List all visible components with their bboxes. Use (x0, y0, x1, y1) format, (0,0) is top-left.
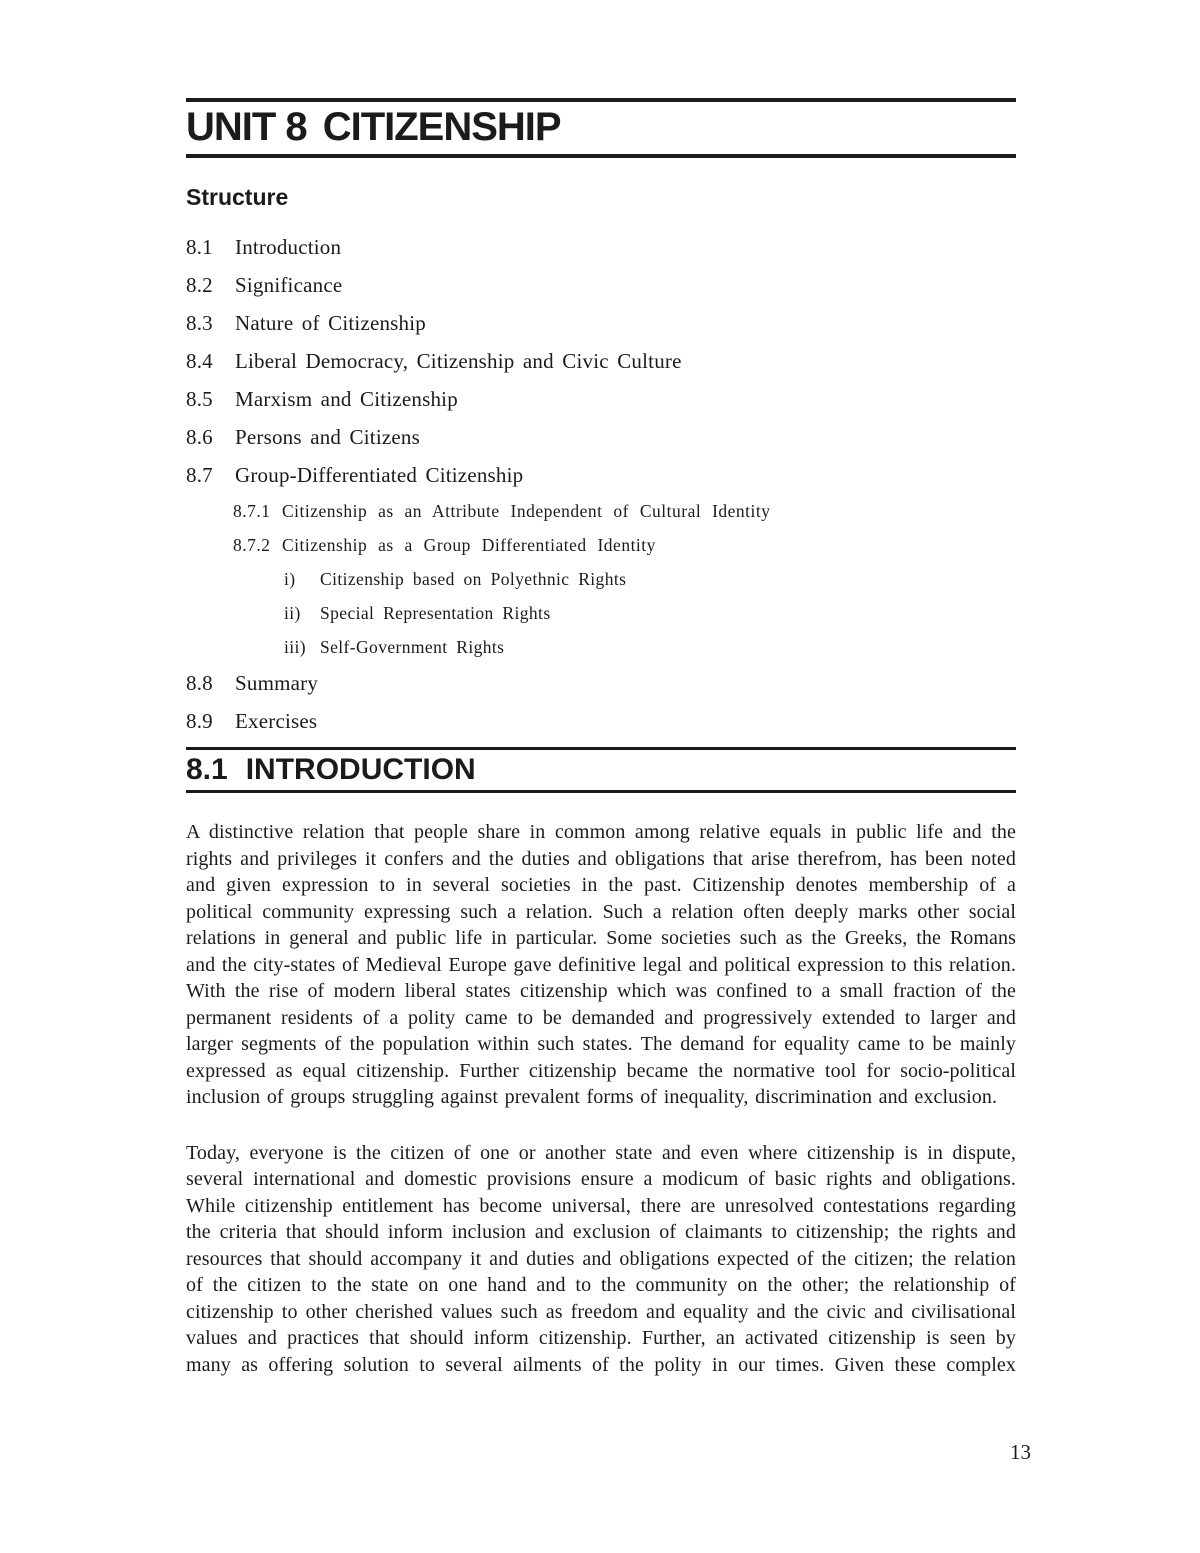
toc-sub-row (233, 534, 1016, 556)
unit-name: CITIZENSHIP (322, 105, 561, 149)
toc-item-label: Citizenship based on Polyethnic Rights (320, 569, 627, 589)
toc-row (186, 708, 1016, 735)
section-name: INTRODUCTION (245, 753, 476, 786)
toc-item-number: 8.5 (186, 387, 213, 411)
toc-row (186, 348, 1016, 375)
toc-row (186, 386, 1016, 413)
unit-title (186, 106, 1016, 148)
structure-heading: Structure (186, 184, 289, 210)
toc-item-number: 8.3 (186, 311, 213, 335)
toc-sub-row (233, 500, 1016, 522)
toc-row (186, 424, 1016, 451)
toc-item-label: Exercises (235, 709, 318, 733)
section-heading-banner (186, 747, 1016, 793)
section-heading (186, 754, 1016, 786)
toc-tail-list (186, 670, 1016, 735)
toc-sub-list (233, 500, 1016, 556)
toc-item-label: Liberal Democracy, Citizenship and Civic Culture (235, 349, 682, 373)
toc-row (186, 670, 1016, 697)
toc-item-number: ii) (284, 603, 301, 623)
unit-title-banner (186, 98, 1016, 158)
toc-item-label: Citizenship as a Group Differentiated Identity (282, 535, 656, 555)
section-number: 8.1 (186, 753, 228, 786)
toc-item-label: Nature of Citizenship (235, 311, 426, 335)
page-content (186, 0, 1016, 1378)
toc-item-label: Introduction (235, 235, 342, 259)
toc-item-label: Marxism and Citizenship (235, 387, 458, 411)
page-number: 13 (1010, 1440, 1031, 1464)
toc-item-number: i) (284, 569, 296, 589)
unit-number: UNIT 8 (186, 105, 307, 149)
toc-item-number: 8.7.2 (233, 535, 271, 555)
intro-paragraph-2: Today, everyone is the citizen of one or another state and even where citizenship is in dispute, several international and domestic provisions ensure a modicum of basic rights and obligations. While citizenship entitlement has become universal, there are unresolved contestations regarding the criteria that should inform inclusion and exclusion of claimants to citizenship; the rights and resources that should accompany it and duties and obligations expected of the citizen; the relation of the citizen to the state on one hand and to the community on the other; the relationship of citizenship to other cherished values such as freedom and equality and the civic and civilisational values and practices that should inform citizenship. Further, an activated citizenship is seen by many as offering solution to several ailments of the polity in our times. Given these complex (186, 1141, 1016, 1376)
toc-item-number: 8.4 (186, 349, 213, 373)
toc-row (186, 310, 1016, 337)
toc-item-label: Summary (235, 671, 319, 695)
toc-row (186, 462, 1016, 489)
toc-item-number: 8.9 (186, 709, 213, 733)
toc-item-label: Persons and Citizens (235, 425, 420, 449)
toc-row (186, 272, 1016, 299)
toc-roman-list (284, 568, 1016, 658)
toc-item-number: 8.1 (186, 235, 213, 259)
toc-item-number: 8.6 (186, 425, 213, 449)
toc-item-number: iii) (284, 637, 307, 657)
toc-item-number: 8.7 (186, 463, 213, 487)
toc-item-label: Special Representation Rights (320, 603, 551, 623)
toc-row (186, 234, 1016, 261)
toc-roman-row (284, 636, 1016, 658)
toc-item-label: Significance (235, 273, 343, 297)
intro-paragraph-1: A distinctive relation that people share in common among relative equals in public life and the rights and privileges it confers and the duties and obligations that arise therefrom, has been noted and given expression to in several societies in the past. Citizenship denotes membership of a political community expressing such a relation. Such a relation often deeply marks other social relations in general and public life in particular. Some societies such as the Greeks, the Romans and the city-states of Medieval Europe gave definitive legal and political expression to this relation. With the rise of modern liberal states citizenship which was confined to a small fraction of the permanent residents of a polity came to be demanded and progressively extended to larger and larger segments of the population within such states. The demand for equality came to be mainly expressed as equal citizenship. Further citizenship became the normative tool for socio-political inclusion of groups struggling against prevalent forms of inequality, discrimination and exclusion. (186, 821, 1016, 1108)
toc-item-number: 8.2 (186, 273, 213, 297)
toc-roman-row (284, 602, 1016, 624)
toc-item-label: Group-Differentiated Citizenship (235, 463, 524, 487)
toc-item-label: Self-Government Rights (320, 637, 505, 657)
toc-roman-row (284, 568, 1016, 590)
toc-item-number: 8.7.1 (233, 501, 271, 521)
toc-item-label: Citizenship as an Attribute Independent of Cultural Identity (282, 501, 771, 521)
toc-item-number: 8.8 (186, 671, 213, 695)
table-of-contents (186, 234, 1016, 489)
